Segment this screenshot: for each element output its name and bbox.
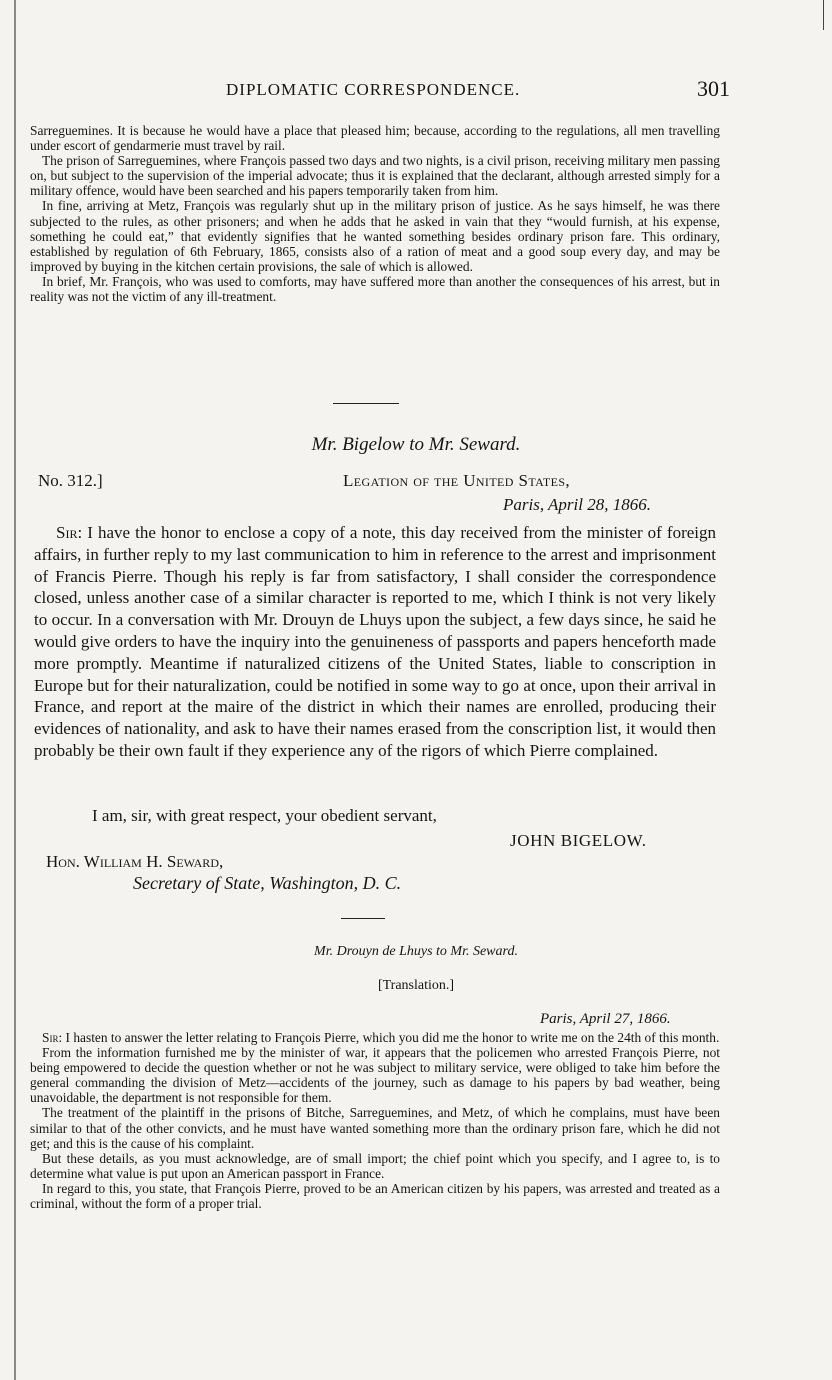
salutation: Sir: <box>42 1030 63 1045</box>
section-separator <box>333 403 399 404</box>
paragraph: In brief, Mr. François, who was used to comforts, may have suffered more than another the consequences of his arrest, but in reality was not the victim of any ill-treatment. <box>30 273 720 305</box>
paragraph: But these details, as you must acknowledge, are of small import; the chief point which you specify, and I agree to, is to determine what value is put upon an American passport in France. <box>30 1150 720 1181</box>
running-title: DIPLOMATIC CORRESPONDENCE. <box>226 80 521 99</box>
paragraph: The prison of Sarreguemines, where François passed two days and two nights, is a civil prison, receiving military men passing on, but subject to the supervision of the imperial advocate; thus it is explained that the declarant, although arrested simply for a military offence, would have been searched and his papers temporarily taken from him. <box>30 153 720 199</box>
salutation: Sir: <box>56 523 83 542</box>
letter-body <box>34 522 716 762</box>
section-continuation <box>30 123 720 304</box>
letter-body <box>30 1030 720 1211</box>
letter-heading: Mr. Bigelow to Mr. Seward. <box>311 434 521 455</box>
paragraph: Sarreguemines. It is because he would have a place that pleased him; because, according to the regulations, all men travelling under escort of gendarmerie must travel by rail. <box>30 123 720 154</box>
letter-text: I hasten to answer the letter relating to François Pierre, which you did me the honor to write me on the 24th of this month. <box>65 1030 720 1045</box>
dispatch-number: No. 312.] <box>38 471 103 490</box>
page-edge-rule <box>14 0 16 1380</box>
paragraph: The treatment of the plaintiff in the prisons of Bitche, Sarreguemines, and Metz, of which he complains, must have been similar to that of the other convicts, and he must have wanted something more than the ordinary prison fare, which he did not get; and this is the cause of his complaint. <box>30 1105 720 1151</box>
addressee-title: Secretary of State, Washington, D. C. <box>133 873 402 893</box>
dateline: Paris, April 27, 1866. <box>540 1011 671 1027</box>
closing: I am, sir, with great respect, your obedient servant, <box>92 806 437 825</box>
page-edge-mark <box>823 0 824 30</box>
section-separator <box>341 918 385 919</box>
page-number: 301 <box>697 76 730 101</box>
dateline: Paris, April 28, 1866. <box>503 495 651 514</box>
letter-heading: Mr. Drouyn de Lhuys to Mr. Seward. <box>314 944 518 959</box>
addressee: Hon. William H. Seward, <box>46 852 224 871</box>
signature: JOHN BIGELOW. <box>510 831 647 850</box>
paragraph: In fine, arriving at Metz, François was regularly shut up in the military prison of justice. As he says himself, he was there subjected to the rules, as other prisoners; and when he adds that he asked in vain that they “would furnish, at his expense, something he could eat,” that evidently signifies that he wanted something besides ordinary prison fare. This ordinary, established by regulation of 6th February, 1865, consists also of a ration of meat and a good soup every day, and may be improved by buying in the kitchen certain provisions, the sale of which is allowed. <box>30 198 720 274</box>
page-header <box>40 76 730 104</box>
translation-note: [Translation.] <box>377 978 455 993</box>
letter-text: I have the honor to enclose a copy of a note, this day received from the minister of foreign affairs, in further reply to my last communication to him in reference to the arrest and imprisonment of Francis Pierre. Though his reply is far from satisfactory, I shall consider the correspondence closed, unless another case of a similar character is reported to me, which I think is not very likely to occur. In a conversation with Mr. Drouyn de Lhuys upon the subject, a few days since, he said he would give orders to have the inquiry into the genuineness of passports and papers henceforth made more promptly. Meantime if naturalized citizens of the United States, liable to conscription in Europe but for their naturalization, could be notified in some way to go at once, upon their arrival in France, and report at the maire of the district in which their names are enrolled, producing their evidences of nationality, and ask to have their names erased from the conscription list, it would then probably be their own fault if they experience any of the rigors of which Pierre complained. <box>34 523 716 760</box>
paragraph: From the information furnished me by the minister of war, it appears that the policemen who arrested François Pierre, not being empowered to decide the question whether or not he was subject to military service, were obliged to take him before the general commanding the division of Metz—accidents of the journey, such as damage to his papers by bad weather, being unavoidable, the department is not responsible for them. <box>30 1045 720 1106</box>
legation-line: Legation of the United States, <box>343 471 571 490</box>
paragraph: In regard to this, you state, that François Pierre, proved to be an American citizen by his papers, was arrested and treated as a criminal, without the form of a proper trial. <box>30 1180 720 1212</box>
